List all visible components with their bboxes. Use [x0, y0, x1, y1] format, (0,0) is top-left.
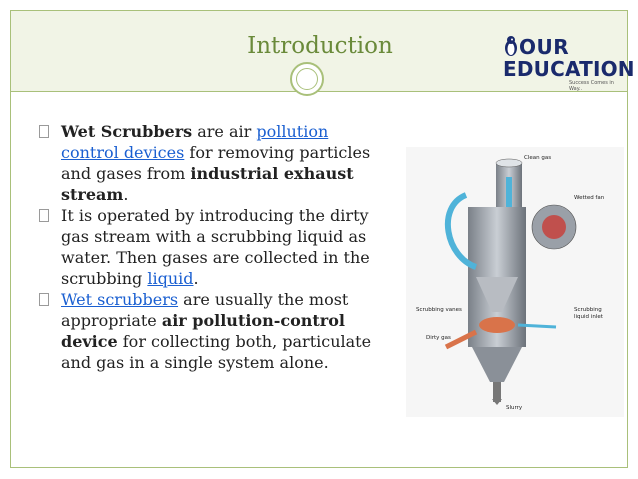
- bullet-text: are air: [192, 122, 257, 141]
- bullet-item: [39, 121, 379, 205]
- link-pollution-control-devices[interactable]: pollution control devices: [61, 122, 329, 162]
- bullet-text: It is operated by introducing the dirty gas stream with a scrubbing liquid as water. Then gases are collected in the scrubbing: [61, 206, 370, 288]
- bullet-text: for collecting both, particulate and gas in a single system alone.: [61, 332, 372, 372]
- label-slurry: Slurry: [506, 405, 523, 411]
- label-scrubbing-liquid-inlet: Scrubbing liquid inlet: [574, 307, 603, 320]
- scrubber-illustration: [406, 147, 624, 417]
- bullet-box-icon: [39, 125, 49, 138]
- link-liquid[interactable]: liquid: [147, 269, 194, 288]
- term-wet-scrubbers: Wet Scrubbers: [61, 122, 193, 141]
- slide-title: Introduction: [247, 33, 393, 59]
- bullet-list: [39, 121, 379, 373]
- our-education-logo: [503, 35, 635, 92]
- bullet-box-icon: [39, 209, 49, 222]
- bullet-item: [39, 289, 379, 373]
- header-divider: [11, 91, 627, 92]
- link-wet-scrubbers[interactable]: Wet scrubbers: [61, 290, 179, 309]
- bullet-text: .: [123, 185, 129, 204]
- term-industrial-exhaust-stream: industrial exhaust stream: [61, 164, 354, 204]
- bullet-text: .: [193, 269, 199, 288]
- logo-word-education: EDUCATION: [503, 57, 635, 81]
- logo-tagline: Success Comes in Way..: [569, 80, 614, 92]
- bullet-box-icon: [39, 293, 49, 306]
- label-scrubbing-vanes: Scrubbing vanes: [416, 307, 462, 313]
- wet-scrubber-diagram: [406, 147, 624, 417]
- logo-word-our: OUR: [519, 35, 570, 59]
- bullet-item: [39, 205, 379, 289]
- label-clean-gas: Clean gas: [524, 155, 552, 161]
- label-dirty-gas: Dirty gas: [426, 335, 451, 341]
- bullet-text: are usually the most appropriate: [61, 290, 349, 330]
- penguin-icon: [503, 35, 519, 57]
- header-ring-icon: [290, 62, 324, 96]
- term-air-pollution-control-device: air pollution-control device: [61, 311, 345, 351]
- label-wetted-fan: Wetted fan: [574, 195, 605, 201]
- bullet-text: for removing particles and gases from: [61, 143, 371, 183]
